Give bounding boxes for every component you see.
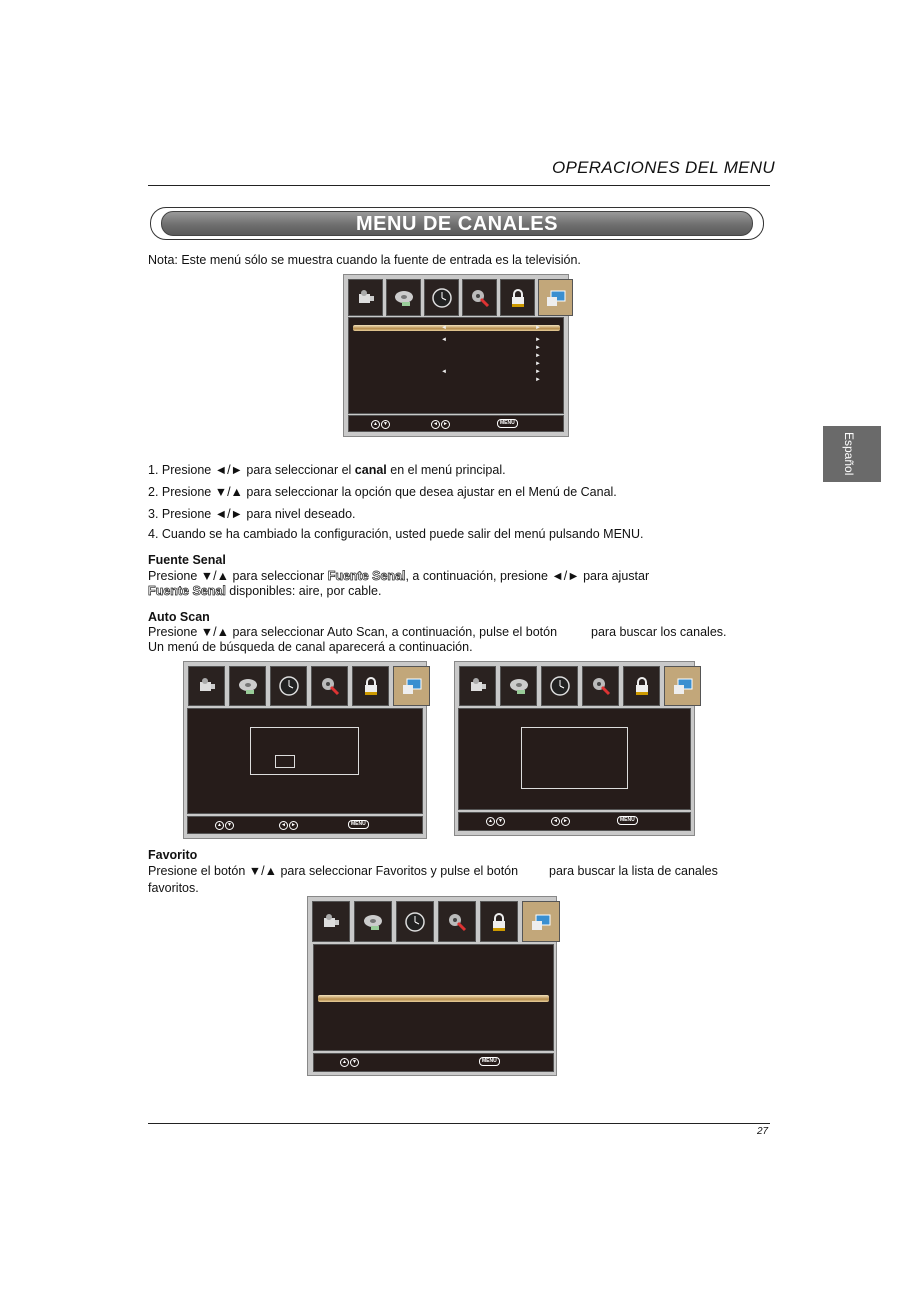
scan-progress-screenshot xyxy=(454,661,695,836)
disc-icon xyxy=(500,666,537,706)
osd-icon-bar xyxy=(348,279,573,313)
osd-footer xyxy=(313,1053,554,1072)
camera-icon xyxy=(348,279,383,316)
osd-footer xyxy=(458,812,691,831)
selected-row-highlight xyxy=(318,995,549,1002)
language-tab-label: Español xyxy=(842,432,856,476)
scan-dialog-button xyxy=(275,755,295,768)
disc-icon xyxy=(386,279,421,316)
favorito-line-1b: para buscar la lista de canales xyxy=(549,864,718,878)
tools-icon xyxy=(311,666,348,706)
footer-rule xyxy=(148,1123,770,1124)
channel-icon xyxy=(522,901,560,942)
up-down-icon: ▲ ▼ xyxy=(371,420,391,429)
camera-icon xyxy=(312,901,350,942)
camera-icon xyxy=(459,666,496,706)
channel-icon xyxy=(538,279,573,316)
lock-icon xyxy=(480,901,518,942)
channel-icon xyxy=(393,666,430,706)
autoscan-heading: Auto Scan xyxy=(148,610,210,624)
osd-menu-body xyxy=(187,708,423,814)
favorito-line-2: favoritos. xyxy=(148,881,199,895)
language-tab xyxy=(823,426,881,482)
favorito-line-1a: Presione el botón ▼/▲ para seleccionar Favoritos y pulse el botón xyxy=(148,864,519,878)
fuente-line-2: Fuente Senal disponibles: aire, por cable. xyxy=(148,584,382,598)
camera-icon xyxy=(188,666,225,706)
scan-dialog-box xyxy=(250,727,359,775)
disc-icon xyxy=(354,901,392,942)
menu-button-icon: MENU xyxy=(348,820,369,829)
lock-icon xyxy=(623,666,660,706)
page-number: 27 xyxy=(757,1126,769,1137)
left-right-icon: ◄ ► xyxy=(551,817,571,826)
channel-icon xyxy=(664,666,701,706)
autoscan-line-1a: Presione ▼/▲ para seleccionar Auto Scan, a continuación, pulse el botón xyxy=(148,625,558,639)
fuente-heading: Fuente Senal xyxy=(148,553,226,567)
autoscan-line-1b: para buscar los canales. xyxy=(591,625,727,639)
autoscan-line-2: Un menú de búsqueda de canal aparecerá a continuación. xyxy=(148,640,473,654)
osd-menu-body xyxy=(313,944,554,1051)
favorito-heading: Favorito xyxy=(148,848,198,862)
clock-icon xyxy=(541,666,578,706)
header-rule xyxy=(148,185,770,186)
favorites-menu-screenshot xyxy=(307,896,557,1076)
step-2: 2. Presione ▼/▲ para seleccionar la opción que desea ajustar en el Menú de Canal. xyxy=(148,485,617,499)
section-banner xyxy=(150,207,764,240)
osd-footer xyxy=(187,816,423,834)
clock-icon xyxy=(396,901,434,942)
tools-icon xyxy=(582,666,619,706)
banner-title: MENU DE CANALES xyxy=(356,213,558,235)
menu-button-icon: MENU xyxy=(497,419,518,428)
lock-icon xyxy=(352,666,389,706)
disc-icon xyxy=(229,666,266,706)
autoscan-menu-screenshot xyxy=(183,661,427,839)
tools-icon xyxy=(462,279,497,316)
up-down-icon: ▲ ▼ xyxy=(215,821,235,830)
step-4: 4. Cuando se ha cambiado la configuración, usted puede salir del menú pulsando MENU. xyxy=(148,527,644,541)
up-down-icon: ▲ ▼ xyxy=(486,817,506,826)
channel-menu-screenshot xyxy=(343,274,569,437)
menu-button-icon: MENU xyxy=(617,816,638,825)
left-right-icon: ◄ ► xyxy=(279,821,299,830)
lock-icon xyxy=(500,279,535,316)
osd-footer xyxy=(348,415,564,432)
up-down-icon: ▲ ▼ xyxy=(340,1058,360,1067)
step-1: 1. Presione ◄/► para seleccionar el canal en el menú principal. xyxy=(148,463,506,477)
fuente-line-1: Presione ▼/▲ para seleccionar Fuente Senal, a continuación, presione ◄/► para ajustar xyxy=(148,569,650,583)
osd-menu-body xyxy=(458,708,691,810)
osd-menu-body: ◄ ► ◄ ► ► ► ► ◄ ► ► xyxy=(348,317,564,414)
scan-progress-box xyxy=(521,727,628,789)
clock-icon xyxy=(424,279,459,316)
section-title: OPERACIONES DEL MENU xyxy=(552,158,775,177)
left-right-icon: ◄ ► xyxy=(431,420,451,429)
clock-icon xyxy=(270,666,307,706)
menu-button-icon: MENU xyxy=(479,1057,500,1066)
selected-row-highlight xyxy=(353,325,560,331)
tools-icon xyxy=(438,901,476,942)
step-3: 3. Presione ◄/► para nivel deseado. xyxy=(148,507,356,521)
note-text: Nota: Este menú sólo se muestra cuando la fuente de entrada es la televisión. xyxy=(148,253,581,267)
